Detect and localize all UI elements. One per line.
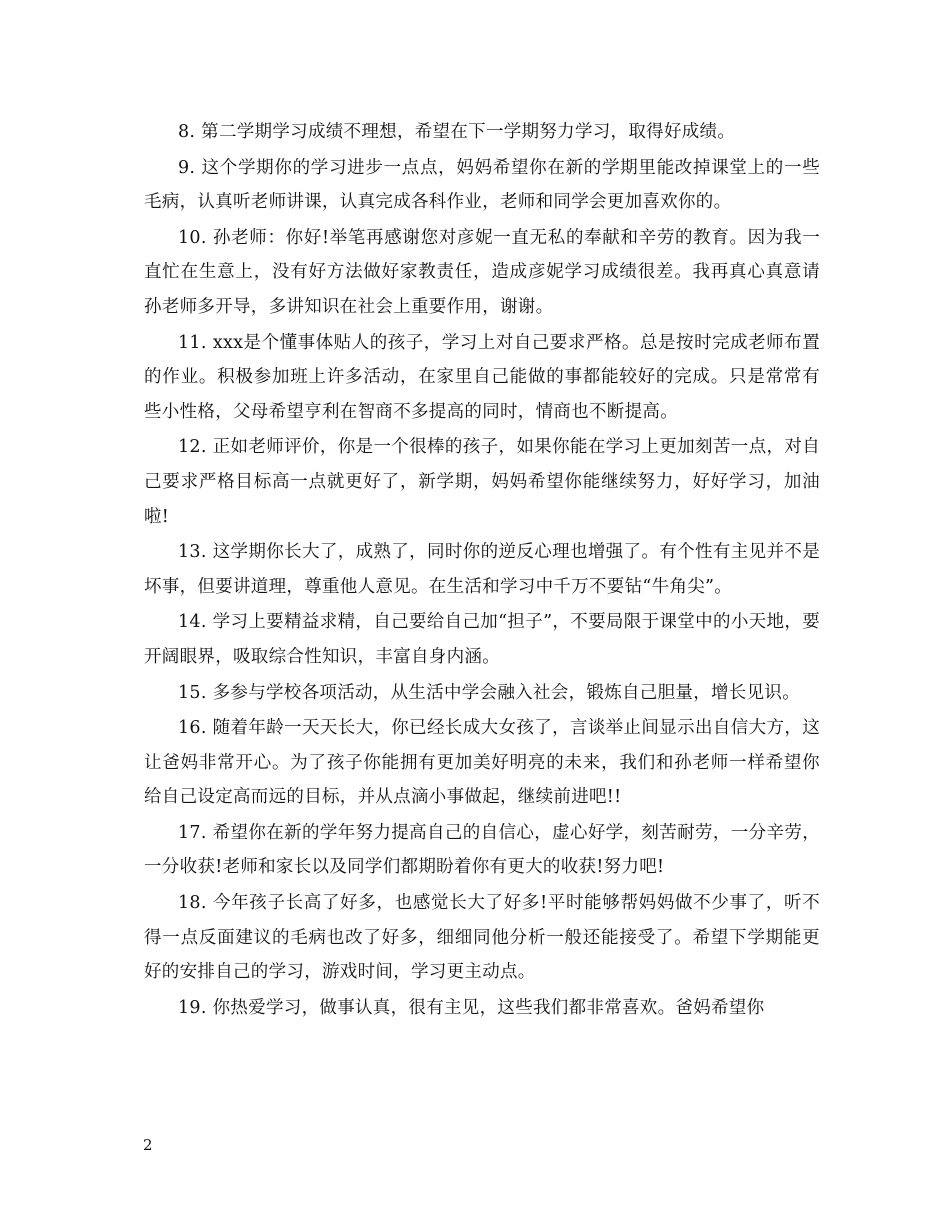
paragraph-15: 15. 多参与学校各项活动，从生活中学会融入社会，锻炼自己胆量，增长见识。 bbox=[178, 682, 800, 703]
paragraph-17: 17. 希望你在新的学年努力提高自己的自信心，虚心好学，刻苦耐劳，一分辛劳，一分收获!老师和家长以及同学们都期盼着你有更大的收获!努力吧! bbox=[144, 822, 820, 878]
paragraph-10: 10. 孙老师：你好!举笔再感谢您对彦妮一直无私的奉献和辛劳的教育。因为我一直忙在生意上，没有好方法做好家教责任，造成彦妮学习成绩很差。我再真心真意请孙老师多开导，多讲知识在社会上重要作用，谢谢。 bbox=[144, 227, 820, 317]
paragraph-9: 9. 这个学期你的学习进步一点点，妈妈希望你在新的学期里能改掉课堂上的一些毛病，认真听老师讲课，认真完成各科作业，老师和同学会更加喜欢你的。 bbox=[144, 157, 820, 213]
paragraph-12: 12. 正如老师评价，你是一个很棒的孩子，如果你能在学习上更加刻苦一点，对自己要求严格目标高一点就更好了，新学期，妈妈希望你能继续努力，好好学习，加油啦! bbox=[144, 437, 820, 527]
paragraph-11: 11. xxx是个懂事体贴人的孩子，学习上对自己要求严格。总是按时完成老师布置的作业。积极参加班上许多活动，在家里自己能做的事都能较好的完成。只是常常有些小性格，父母希望亨利在智商不多提高的同时，情商也不断提高。 bbox=[144, 332, 820, 422]
document-body bbox=[144, 115, 820, 1026]
paragraph-19: 19. 你热爱学习，做事认真，很有主见，这些我们都非常喜欢。爸妈希望你 bbox=[178, 997, 765, 1018]
paragraph-18: 18. 今年孩子长高了好多，也感觉长大了好多!平时能够帮妈妈做不少事了，听不得一点反面建议的毛病也改了好多，细细同他分析一般还能接受了。希望下学期能更好的安排自己的学习，游戏时间，学习更主动点。 bbox=[144, 893, 820, 983]
paragraph-14: 14. 学习上要精益求精，自己要给自己加“担子”，不要局限于课堂中的小天地，要开阔眼界，吸取综合性知识，丰富自身内涵。 bbox=[144, 612, 820, 667]
paragraph-13: 13. 这学期你长大了，成熟了，同时你的逆反心理也增强了。有个性有主见并不是坏事，但要讲道理，尊重他人意见。在生活和学习中千万不要钻“牛角尖”。 bbox=[144, 542, 820, 597]
page-number: 2 bbox=[143, 1136, 153, 1154]
paragraph-16: 16. 随着年龄一天天长大，你已经长成大女孩了，言谈举止间显示出自信大方，这让爸妈非常开心。为了孩子你能拥有更加美好明亮的未来，我们和孙老师一样希望你给自己设定高而远的目标，并从点滴小事做起，继续前进吧!! bbox=[144, 718, 820, 808]
paragraph-8: 8. 第二学期学习成绩不理想，希望在下一学期努力学习，取得好成绩。 bbox=[178, 122, 736, 142]
